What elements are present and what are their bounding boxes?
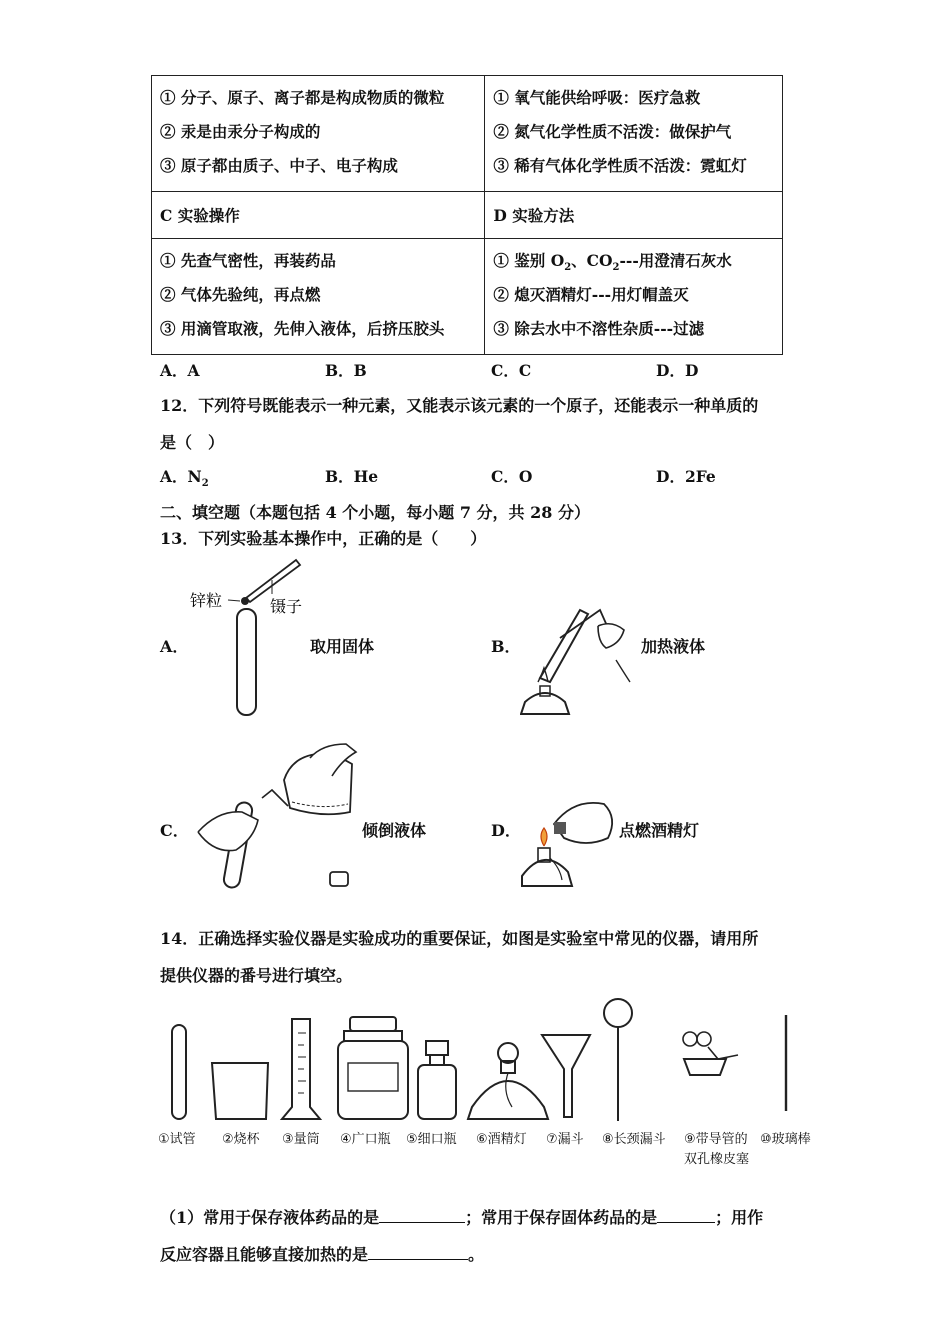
upper-lamp-wick-icon xyxy=(554,822,566,834)
q13-c-figure xyxy=(192,740,372,892)
instrument-label-9-line-2: 双孔橡皮塞 xyxy=(684,1152,750,1167)
answer-blank-solid[interactable] xyxy=(657,1206,715,1223)
q13-caption-a: 取用固体 xyxy=(310,637,375,656)
q11-option-b: B．B xyxy=(325,361,367,380)
cell-d-line-1-b: 、CO xyxy=(571,251,613,270)
flame-icon xyxy=(541,828,547,846)
instrument-label-3: ③量筒 xyxy=(282,1132,320,1147)
hand-icon xyxy=(598,624,624,648)
bottle-mouth-icon xyxy=(262,790,288,806)
answer-blank-liquid[interactable] xyxy=(379,1206,465,1223)
beaker-icon xyxy=(212,1063,268,1119)
narrow-bottle-stopper-icon xyxy=(426,1041,448,1055)
q13-d-figure xyxy=(520,796,620,892)
section-2-heading: 二、填空题（本题包括 4 个小题，每小题 7 分，共 28 分） xyxy=(160,503,590,522)
subscript-2: 2 xyxy=(612,262,620,274)
q14-part-1-c: ；用作 xyxy=(715,1208,764,1227)
instrument-label-4: ④广口瓶 xyxy=(340,1132,391,1147)
tweezers-icon xyxy=(246,560,300,602)
bottle-neck-icon xyxy=(344,1031,402,1041)
answer-blank-heating[interactable] xyxy=(368,1243,468,1260)
q13-caption-c: 倾倒液体 xyxy=(362,821,427,840)
cell-c-line-2: ② 气体先验纯，再点燃 xyxy=(160,285,321,304)
table-cell-b xyxy=(485,76,783,192)
cell-d-line-1 xyxy=(493,249,731,273)
head-c-label: C 实验操作 xyxy=(160,206,240,225)
holder-handle-icon xyxy=(616,660,630,682)
instrument-label-2: ②烧杯 xyxy=(222,1132,260,1147)
q13-letter-a: A． xyxy=(160,637,189,656)
cell-d-line-1-a: ① 鉴别 O xyxy=(493,251,565,270)
tube-loop-left-icon xyxy=(683,1032,697,1046)
hand-bottom-icon xyxy=(198,812,258,851)
q13-letter-b: B． xyxy=(491,637,521,656)
delivery-tube-icon xyxy=(708,1047,738,1059)
test-tube-icon xyxy=(172,1025,186,1119)
bottle-stopper-icon xyxy=(350,1017,396,1031)
lamp-neck-icon xyxy=(540,686,550,696)
q13-a-figure xyxy=(188,556,318,721)
tweezer-label: 镊子 xyxy=(270,597,303,616)
q12-option-c: C．O xyxy=(491,467,533,486)
instrument-label-7: ⑦漏斗 xyxy=(546,1132,584,1147)
q13-stem: 13．下列实验基本操作中，正确的是（ ） xyxy=(160,529,487,548)
comparison-table xyxy=(151,75,783,355)
cell-b-line-3: ③ 稀有气体化学性质不活泼：霓虹灯 xyxy=(493,156,747,175)
instrument-label-10: ⑩玻璃棒 xyxy=(760,1132,811,1147)
zinc-pointer-line xyxy=(228,600,240,601)
cell-b-line-1: ① 氧气能供给呼吸：医疗急救 xyxy=(493,88,701,107)
q12-option-a xyxy=(160,465,209,489)
alcohol-lamp-lower-icon xyxy=(522,860,572,886)
narrow-bottle-neck-icon xyxy=(430,1055,444,1065)
cell-c-line-1: ① 先查气密性，再装药品 xyxy=(160,251,336,270)
q14-part-1-b: ；常用于保存固体药品的是 xyxy=(465,1208,658,1227)
tube-loop-right-icon xyxy=(697,1032,711,1046)
rubber-stopper-icon xyxy=(684,1059,726,1075)
zinc-granule-icon xyxy=(241,597,249,605)
cylinder-marks xyxy=(298,1033,306,1093)
q14-stem-line-1: 14．正确选择实验仪器是实验成功的重要保证，如图是实验室中常见的仪器，请用所 xyxy=(160,929,759,948)
q12-stem-line-1: 12．下列符号既能表示一种元素，又能表示该元素的一个原子，还能表示一种单质的 xyxy=(160,396,759,415)
q12-option-d: D．2Fe xyxy=(656,467,716,486)
q12-option-a-text: A．N xyxy=(160,467,202,486)
q13-letter-c: C． xyxy=(160,821,189,840)
table-cell-d xyxy=(485,239,783,355)
table-cell-a xyxy=(152,76,485,192)
q12-stem-line-2: 是（ ） xyxy=(160,433,225,452)
table-cell-c xyxy=(152,239,485,355)
q14-part-1-e: 。 xyxy=(468,1245,485,1264)
zinc-label: 锌粒 xyxy=(190,591,223,610)
wick-icon xyxy=(506,1073,512,1107)
narrow-mouth-bottle-icon xyxy=(418,1065,456,1119)
cell-c-line-3: ③ 用滴管取液，先伸入液体，后挤压胶头 xyxy=(160,319,445,338)
q13-caption-b: 加热液体 xyxy=(641,637,706,656)
cell-a-line-1: ① 分子、原子、离子都是构成物质的微粒 xyxy=(160,88,445,107)
cell-a-line-3: ③ 原子都由质子、中子、电子构成 xyxy=(160,156,398,175)
instrument-label-1: ①试管 xyxy=(158,1132,196,1147)
subscript-2: 2 xyxy=(201,478,209,490)
head-d-label: D 实验方法 xyxy=(493,206,575,225)
instrument-label-9: ⑨带导管的 xyxy=(684,1132,748,1147)
q14-stem-line-2: 提供仪器的番号进行填空。 xyxy=(160,966,353,985)
instrument-labels xyxy=(158,1131,811,1167)
instruments-figure xyxy=(158,995,823,1170)
test-tube-icon xyxy=(237,609,256,715)
instrument-label-8: ⑧长颈漏斗 xyxy=(602,1132,666,1147)
q12-option-b: B．He xyxy=(325,467,379,486)
table-head-d xyxy=(485,192,783,239)
test-tube-icon xyxy=(540,610,588,682)
q13-letter-d: D． xyxy=(491,821,521,840)
q13-b-figure xyxy=(520,598,640,720)
cell-a-line-2: ② 汞是由汞分子构成的 xyxy=(160,122,321,141)
q14-part-1-line-2 xyxy=(160,1242,484,1265)
cell-d-line-2: ② 熄灭酒精灯---用灯帽盖灭 xyxy=(493,285,689,304)
q14-part-1-line-1 xyxy=(160,1205,763,1228)
long-funnel-bulb-icon xyxy=(604,999,632,1027)
q11-option-d: D．D xyxy=(656,361,699,380)
subscript-2: 2 xyxy=(564,262,572,274)
q14-part-1-a: （1）常用于保存液体药品的是 xyxy=(160,1208,380,1227)
instrument-label-6: ⑥酒精灯 xyxy=(476,1132,527,1147)
funnel-icon xyxy=(542,1035,590,1117)
instrument-label-5: ⑤细口瓶 xyxy=(406,1132,457,1147)
q11-option-a: A．A xyxy=(160,361,200,380)
q13-caption-d: 点燃酒精灯 xyxy=(619,821,700,840)
bottle-label-icon xyxy=(348,1063,398,1091)
q11-option-c: C．C xyxy=(491,361,532,380)
cell-d-line-3: ③ 除去水中不溶性杂质---过滤 xyxy=(493,319,705,338)
q14-part-1-d: 反应容器且能够直接加热的是 xyxy=(160,1245,369,1264)
cell-d-line-1-c: ---用澄清石灰水 xyxy=(619,251,732,270)
table-head-c xyxy=(152,192,485,239)
bottle-stopper-icon xyxy=(330,872,348,886)
cell-b-line-2: ② 氮气化学性质不活泼：做保护气 xyxy=(493,122,732,141)
